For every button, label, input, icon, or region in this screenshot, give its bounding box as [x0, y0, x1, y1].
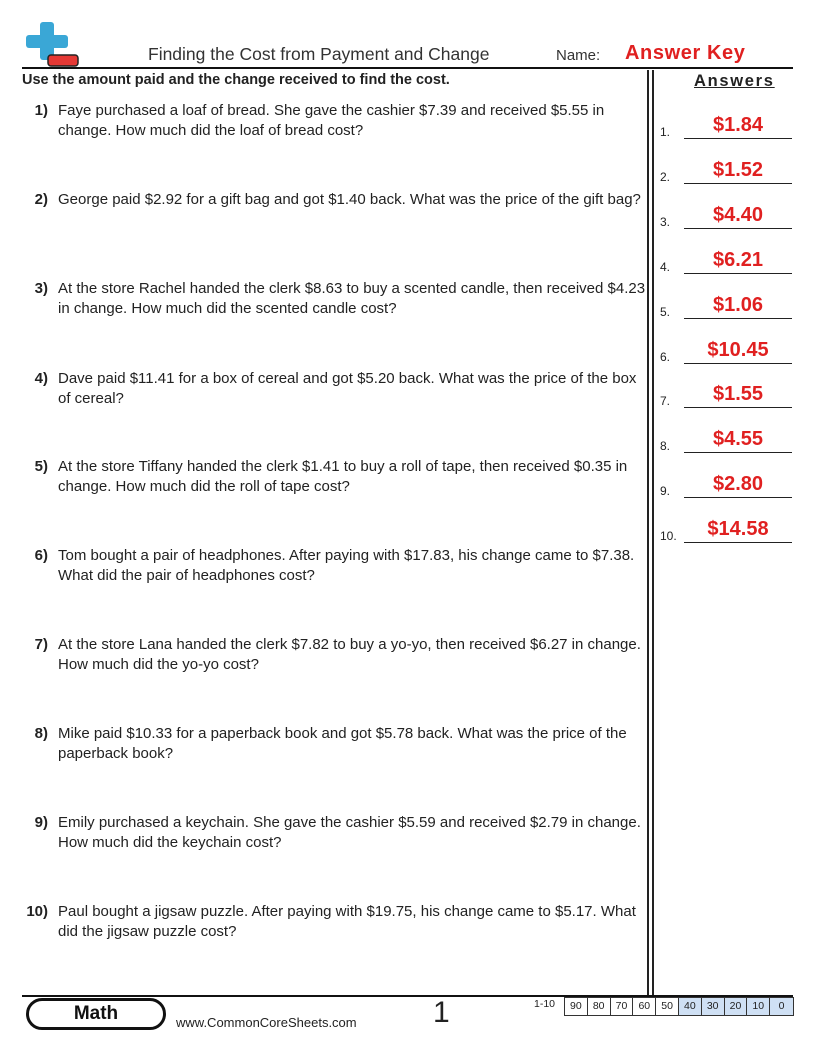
answer-value: $1.06: [712, 294, 764, 316]
answer-row-8: [660, 429, 792, 453]
answer-line: [684, 452, 792, 453]
score-cell: 40: [679, 998, 702, 1015]
answer-number: 5.: [660, 305, 671, 319]
answer-row-9: [660, 474, 792, 498]
question-number: 8): [34, 725, 48, 742]
answers-heading: Answers: [694, 72, 775, 90]
score-range-label: 1-10: [534, 998, 556, 1010]
question-text: Dave paid $11.41 for a box of cereal and got $5.20 back. What was the price of the box of cereal?: [58, 370, 637, 407]
header-divider: [22, 67, 793, 69]
question-text: Tom bought a pair of headphones. After paying with $17.83, his change came to $7.38. What did the pair of headphones cost?: [58, 547, 635, 584]
question-5: [22, 457, 647, 497]
answer-value: $1.52: [712, 159, 764, 181]
answer-line: [684, 183, 792, 184]
answer-number: 2.: [660, 170, 671, 184]
question-text: Faye purchased a loaf of bread. She gave the cashier $7.39 and received $5.55 in change. How much did the loaf of bread cost?: [58, 102, 605, 139]
commoncoresheets-logo: [22, 22, 80, 68]
question-8: [22, 724, 647, 764]
answer-line: [684, 542, 792, 543]
answer-row-2: [660, 160, 792, 184]
answer-line: [684, 363, 792, 364]
answer-number: 4.: [660, 260, 671, 274]
score-cell: 90: [565, 998, 588, 1015]
score-cell: 10: [747, 998, 770, 1015]
question-text: At the store Tiffany handed the clerk $1.41 to buy a roll of tape, then received $0.35 in change. How much did the roll of tape cost?: [58, 458, 628, 495]
answer-value: $14.58: [707, 518, 769, 540]
subject-badge: Math: [26, 998, 166, 1030]
question-6: [22, 546, 647, 586]
answer-value: $10.45: [707, 339, 769, 361]
question-number: 6): [34, 547, 48, 564]
answer-value: $2.80: [712, 473, 764, 495]
score-cell: 60: [633, 998, 656, 1015]
score-table: [564, 997, 794, 1016]
question-4: [22, 369, 647, 409]
score-cell: 80: [588, 998, 611, 1015]
answer-line: [684, 228, 792, 229]
answer-number: 8.: [660, 439, 671, 453]
question-number: 9): [34, 814, 48, 831]
question-number: 3): [34, 280, 48, 297]
question-2: [22, 190, 647, 210]
answer-value: $4.55: [712, 428, 764, 450]
answer-row-4: [660, 250, 792, 274]
page-number: 1: [433, 996, 450, 1029]
question-number: 4): [34, 370, 48, 387]
answer-row-3: [660, 205, 792, 229]
answer-number: 3.: [660, 215, 671, 229]
answer-number: 1.: [660, 125, 671, 139]
answer-line: [684, 497, 792, 498]
question-text: Emily purchased a keychain. She gave the cashier $5.59 and received $2.79 in change. How much did the keychain cost?: [58, 814, 641, 851]
instructions: Use the amount paid and the change received to find the cost.: [22, 72, 450, 88]
answer-row-5: [660, 295, 792, 319]
answer-number: 6.: [660, 350, 671, 364]
answer-value: $1.55: [712, 383, 764, 405]
score-cell: 70: [611, 998, 634, 1015]
answer-row-6: [660, 340, 792, 364]
answer-line: [684, 273, 792, 274]
question-text: At the store Lana handed the clerk $7.82 to buy a yo-yo, then received $6.27 in change. How much did the yo-yo cost?: [58, 636, 641, 673]
answer-row-10: [660, 519, 792, 543]
answer-number: 7.: [660, 394, 671, 408]
question-number: 7): [34, 636, 48, 653]
answer-line: [684, 407, 792, 408]
question-number: 2): [34, 191, 48, 208]
question-9: [22, 813, 647, 853]
worksheet-title: Finding the Cost from Payment and Change: [148, 44, 490, 64]
score-cell: 0: [770, 998, 793, 1015]
question-10: [22, 902, 647, 942]
question-7: [22, 635, 647, 675]
answer-row-1: [660, 115, 792, 139]
question-text: Mike paid $10.33 for a paperback book and got $5.78 back. What was the price of the paperback book?: [58, 725, 627, 762]
question-1: [22, 101, 647, 141]
website-link[interactable]: www.CommonCoreSheets.com: [176, 1015, 357, 1030]
answer-number: 10.: [660, 529, 677, 543]
score-cell: 30: [702, 998, 725, 1015]
answer-row-7: [660, 384, 792, 408]
answer-key-label: Answer Key: [625, 42, 746, 64]
question-number: 5): [34, 458, 48, 475]
answer-value: $4.40: [712, 204, 764, 226]
question-text: Paul bought a jigsaw puzzle. After paying with $19.75, his change came to $5.17. What did the jigsaw puzzle cost?: [58, 903, 636, 940]
question-text: George paid $2.92 for a gift bag and got $1.40 back. What was the price of the gift bag?: [58, 191, 641, 208]
answer-line: [684, 138, 792, 139]
answer-number: 9.: [660, 484, 671, 498]
score-cell: 20: [725, 998, 748, 1015]
question-number: 1): [34, 102, 48, 119]
question-number: 10): [26, 903, 48, 920]
name-label: Name:: [556, 47, 601, 64]
score-cell: 50: [656, 998, 679, 1015]
column-divider: [652, 70, 654, 995]
answer-value: $1.84: [712, 114, 764, 136]
answer-value: $6.21: [712, 249, 764, 271]
answer-line: [684, 318, 792, 319]
question-3: [22, 279, 647, 319]
column-divider: [647, 70, 649, 995]
question-text: At the store Rachel handed the clerk $8.63 to buy a scented candle, then received $4.23 in change. How much did the scented candle cost?: [58, 280, 646, 317]
